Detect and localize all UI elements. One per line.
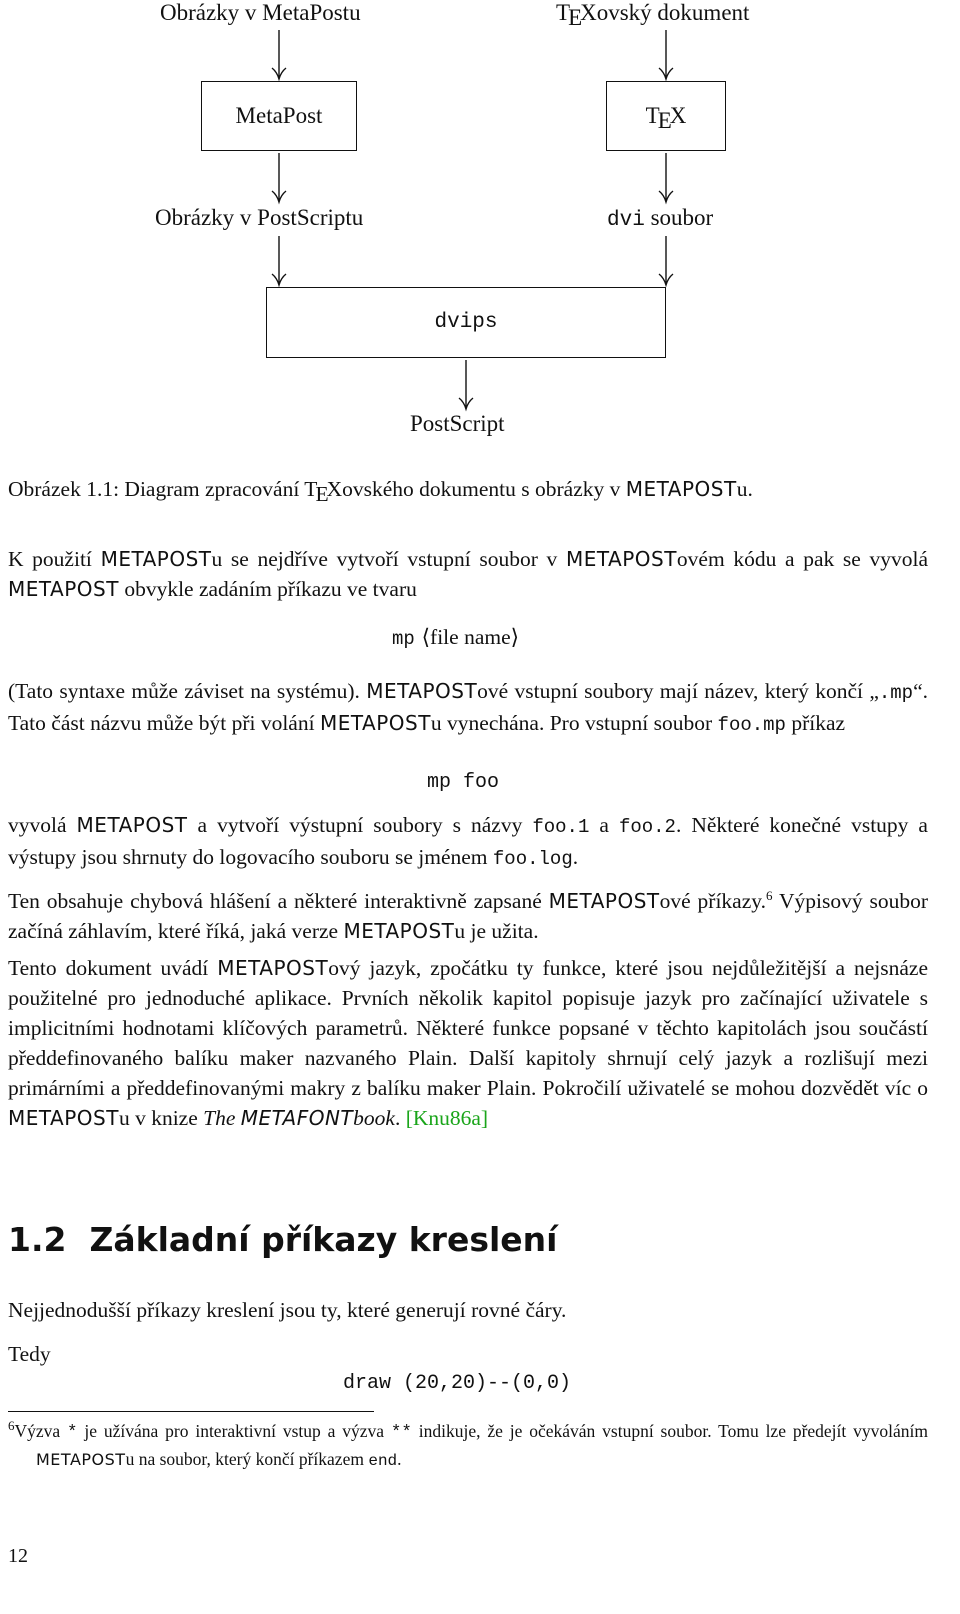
section-title: Základní příkazy kreslení	[89, 1220, 558, 1259]
citation-link[interactable]: [Knu86a]	[405, 1106, 489, 1130]
label-tex-document: TEXovský dokument	[556, 0, 750, 30]
figure-caption: Obrázek 1.1: Diagram zpracování TEXovského dokumentu s obrázky v METAPOSTu.	[8, 477, 753, 506]
label-metapost-pictures: Obrázky v MetaPostu	[160, 0, 361, 25]
box-tex: TE X	[606, 81, 726, 151]
footnote-ref[interactable]: 6	[765, 888, 773, 903]
section-number: 1.2	[8, 1220, 67, 1259]
label-postscript-pictures: Obrázky v PostScriptu	[155, 205, 364, 230]
paragraph-thus: Tedy	[8, 1342, 51, 1366]
paragraph-simplest-commands: Nejjednodušší příkazy kreslení jsou ty, které generují rovné čáry.	[8, 1298, 567, 1322]
display-command-3: draw (20,20)--(0,0)	[343, 1372, 572, 1395]
footnote-mark: 6	[8, 1418, 15, 1433]
paragraph-intro: K použití METAPOSTu se nejdříve vytvoří vstupní soubor v METAPOSTovém kódu a pak se vyvolá METAPOST obvykle zadáním příkazu ve tvaru	[8, 547, 928, 601]
box-metapost: MetaPost	[201, 81, 357, 151]
paragraph-input-files: (Tato syntaxe může záviset na systému). METAPOSTové vstupní soubory mají název, který končí „.mp“. Tato část názvu může být při volání METAPOSTu vynechána. Pro vstupní soubor foo.mp příkaz	[8, 679, 928, 736]
display-command-1: mp ⟨file name⟩	[392, 625, 520, 650]
footnote: $^6$Výzva * je užívána pro interaktivní vstup a výzva ** indikuje, že je očekáván vstupní soubor. Tomu lze předejít vyvoláním METAPOSTu na soubor, který končí příkazem end.	[8, 1418, 928, 1470]
footnote-rule	[8, 1411, 374, 1412]
label-dvi-file: dvi soubor	[607, 205, 714, 232]
display-command-2: mp foo	[427, 771, 500, 794]
paragraph-output-files: vyvolá METAPOST a vytvoří výstupní soubory s názvy foo.1 a foo.2. Některé konečné vstupy a výstupy jsou shrnuty do logovacího souboru se jménem foo.log.	[8, 813, 928, 870]
section-heading	[8, 1220, 557, 1259]
diagram-arrows	[0, 0, 960, 440]
paragraph-document-overview: Tento dokument uvádí METAPOSTový jazyk, zpočátku ty funkce, které jsou nejdůležitější a nejsnáze použitelné pro jednoduché aplikace. Prvních několik kapitol popisuje jazyk pro začínající uživatele s implicitními hodnotami klíčových parametrů. Některé funkce popsané v těchto kapitolách jsou součástí předdefinovaného balíku maker nazvaného Plain. Další kapitoly shrnují celý jazyk a rozlišují mezi primárními a předdefinovanými makry z balíku maker Plain. Pokročilí uživatelé se mohou dozvědět víc o METAPOSTu v knize The METAFONTbook. [Knu86a]	[8, 956, 929, 1130]
paragraph-log-file: Ten obsahuje chybová hlášení a některé interaktivně zapsané METAPOSTové příkazy.$^6$ Výpisový soubor začíná záhlavím, které říká, jaká verze METAPOSTu je užita.	[8, 888, 928, 944]
page-number: 12	[8, 1545, 28, 1567]
label-postscript: PostScript	[410, 411, 505, 436]
box-dvips: dvips	[266, 287, 666, 358]
